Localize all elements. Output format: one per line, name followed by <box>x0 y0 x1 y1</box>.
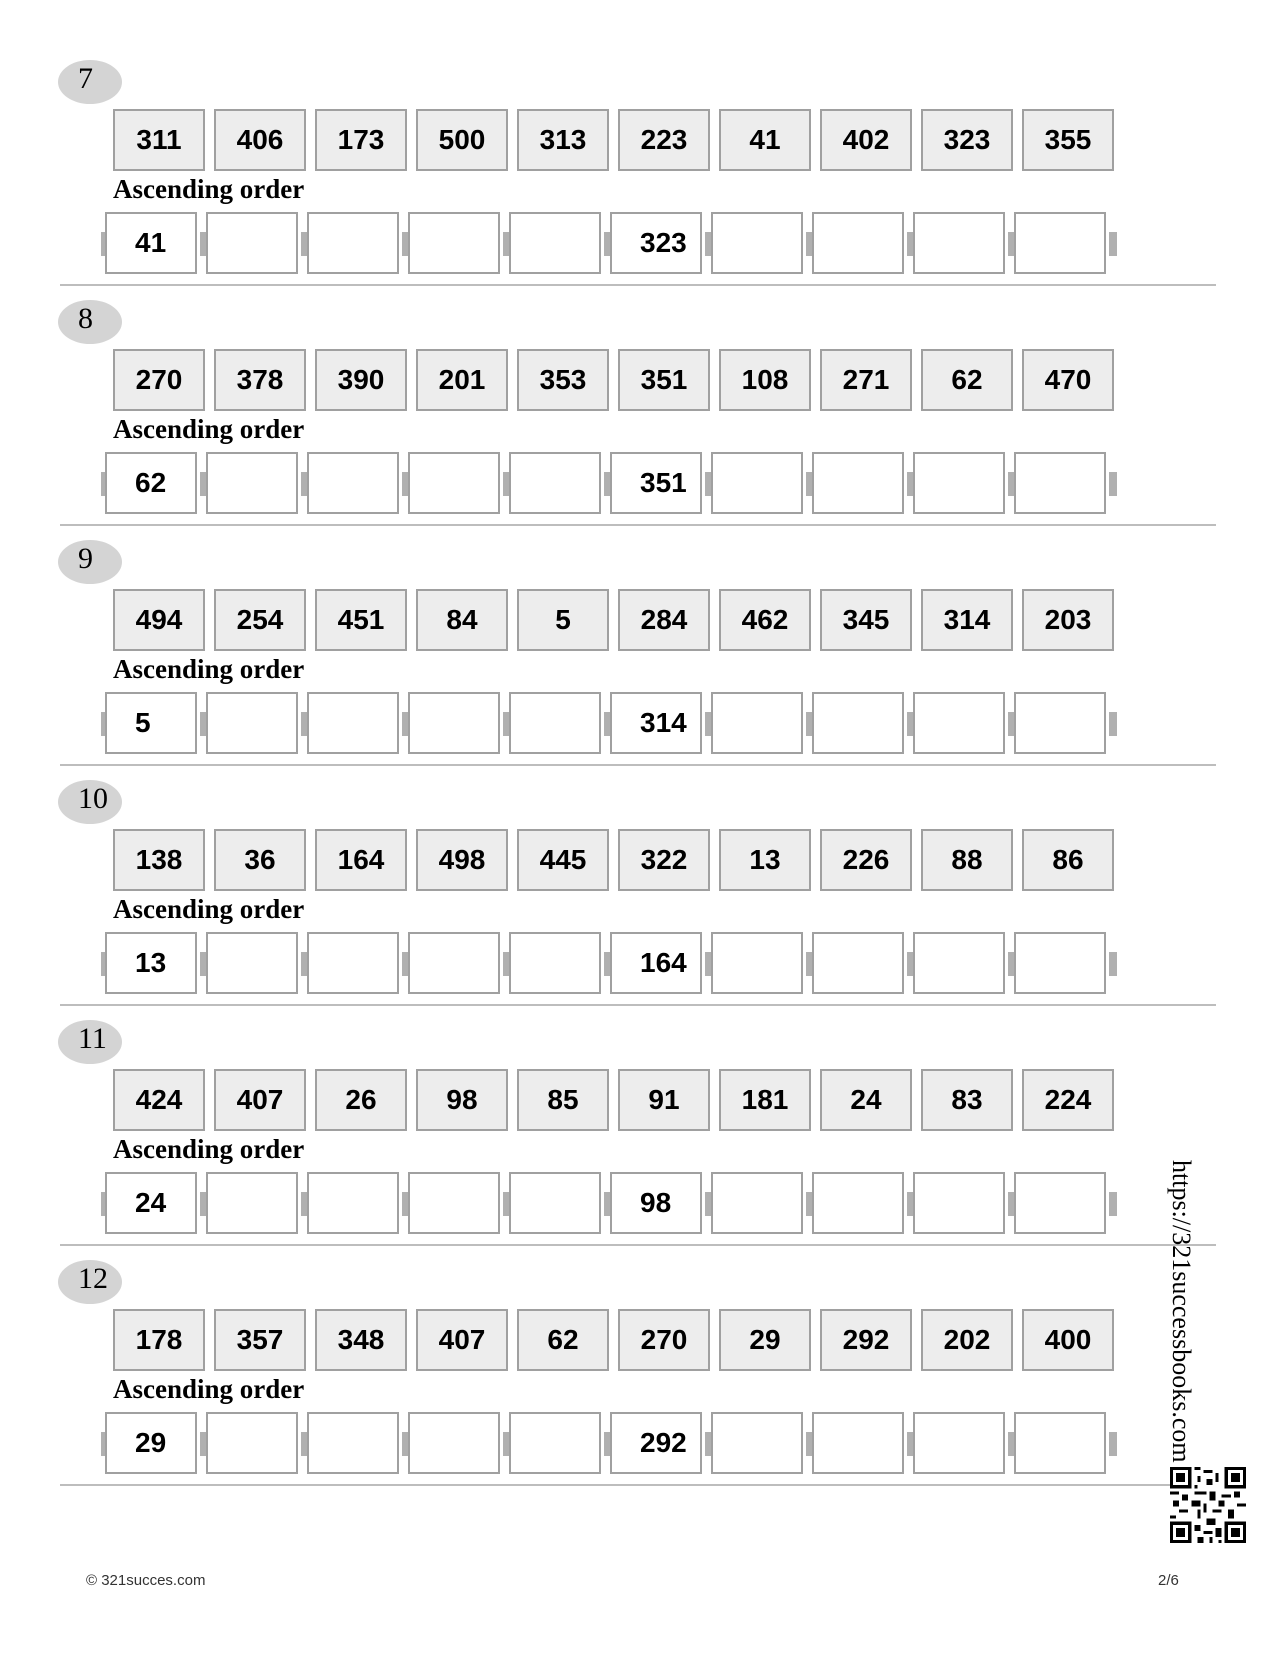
given-number-box: 178 <box>113 1309 205 1371</box>
ascending-order-label: Ascending order <box>113 1134 305 1164</box>
exercise-number: 10 <box>58 780 122 824</box>
answer-chain-row <box>105 932 1185 994</box>
answer-box[interactable]: 13 <box>105 932 197 994</box>
given-number-box: 470 <box>1022 349 1114 411</box>
section-divider <box>60 1484 1216 1486</box>
answer-box[interactable] <box>812 452 904 514</box>
given-number-box: 181 <box>719 1069 811 1131</box>
answer-box[interactable]: 98 <box>610 1172 702 1234</box>
given-number-box: 108 <box>719 349 811 411</box>
exercise-12 <box>0 1256 1284 1496</box>
answer-box[interactable] <box>711 212 803 274</box>
given-number-box: 402 <box>820 109 912 171</box>
given-numbers-row <box>113 829 1193 891</box>
given-number-box: 26 <box>315 1069 407 1131</box>
answer-box[interactable] <box>307 212 399 274</box>
answer-box[interactable] <box>307 932 399 994</box>
given-number-box: 351 <box>618 349 710 411</box>
answer-box[interactable] <box>812 1172 904 1234</box>
answer-chain-row <box>105 1172 1185 1234</box>
given-number-box: 355 <box>1022 109 1114 171</box>
answer-box[interactable] <box>206 1172 298 1234</box>
exercise-8 <box>0 296 1284 536</box>
answer-box[interactable] <box>307 692 399 754</box>
answer-box[interactable]: 314 <box>610 692 702 754</box>
given-number-box: 357 <box>214 1309 306 1371</box>
given-number-box: 500 <box>416 109 508 171</box>
given-numbers-row <box>113 589 1193 651</box>
given-number-box: 462 <box>719 589 811 651</box>
answer-chain-row <box>105 1412 1185 1474</box>
answer-box[interactable]: 323 <box>610 212 702 274</box>
exercise-7 <box>0 56 1284 296</box>
answer-box[interactable] <box>812 932 904 994</box>
answer-box[interactable] <box>408 692 500 754</box>
side-url[interactable]: https://321successbooks.com <box>1167 1160 1196 1463</box>
answer-box[interactable]: 292 <box>610 1412 702 1474</box>
given-number-box: 407 <box>214 1069 306 1131</box>
answer-box[interactable]: 24 <box>105 1172 197 1234</box>
given-number-box: 254 <box>214 589 306 651</box>
chain-connector <box>1109 1432 1117 1456</box>
given-number-box: 62 <box>517 1309 609 1371</box>
answer-box[interactable] <box>408 1412 500 1474</box>
answer-box[interactable] <box>711 692 803 754</box>
given-number-box: 270 <box>618 1309 710 1371</box>
answer-box[interactable] <box>509 1172 601 1234</box>
exercise-10 <box>0 776 1284 1016</box>
given-number-box: 98 <box>416 1069 508 1131</box>
given-number-box: 202 <box>921 1309 1013 1371</box>
answer-box[interactable] <box>206 212 298 274</box>
answer-box[interactable] <box>408 932 500 994</box>
chain-connector <box>1109 472 1117 496</box>
answer-box[interactable] <box>1014 1172 1106 1234</box>
answer-chain-row <box>105 212 1185 274</box>
exercise-number: 11 <box>58 1020 122 1064</box>
given-number-box: 311 <box>113 109 205 171</box>
chain-connector <box>1109 1192 1117 1216</box>
qr-code-icon <box>1170 1467 1246 1543</box>
given-number-box: 13 <box>719 829 811 891</box>
given-number-box: 498 <box>416 829 508 891</box>
section-divider <box>60 764 1216 766</box>
given-number-box: 36 <box>214 829 306 891</box>
answer-box[interactable] <box>812 1412 904 1474</box>
answer-box[interactable] <box>913 212 1005 274</box>
answer-chain-row <box>105 692 1185 754</box>
answer-box[interactable]: 351 <box>610 452 702 514</box>
given-number-box: 83 <box>921 1069 1013 1131</box>
exercise-number: 8 <box>58 300 122 344</box>
answer-box[interactable]: 5 <box>105 692 197 754</box>
given-number-box: 407 <box>416 1309 508 1371</box>
given-number-box: 270 <box>113 349 205 411</box>
answer-box[interactable] <box>913 1412 1005 1474</box>
given-number-box: 91 <box>618 1069 710 1131</box>
exercise-number: 7 <box>58 60 122 104</box>
given-number-box: 424 <box>113 1069 205 1131</box>
given-number-box: 292 <box>820 1309 912 1371</box>
answer-box[interactable] <box>509 452 601 514</box>
answer-box[interactable]: 29 <box>105 1412 197 1474</box>
answer-box[interactable]: 164 <box>610 932 702 994</box>
answer-box[interactable] <box>206 1412 298 1474</box>
given-number-box: 314 <box>921 589 1013 651</box>
chain-connector <box>1109 952 1117 976</box>
answer-box[interactable] <box>1014 212 1106 274</box>
answer-box[interactable] <box>408 452 500 514</box>
exercise-number: 12 <box>58 1260 122 1304</box>
answer-box[interactable] <box>1014 452 1106 514</box>
chain-connector <box>1109 232 1117 256</box>
answer-box[interactable] <box>913 1172 1005 1234</box>
given-number-box: 271 <box>820 349 912 411</box>
given-number-box: 84 <box>416 589 508 651</box>
answer-box[interactable] <box>206 932 298 994</box>
given-number-box: 88 <box>921 829 1013 891</box>
ascending-order-label: Ascending order <box>113 174 305 204</box>
answer-box[interactable] <box>913 932 1005 994</box>
answer-box[interactable] <box>812 212 904 274</box>
answer-box[interactable] <box>206 692 298 754</box>
given-numbers-row <box>113 349 1193 411</box>
given-number-box: 138 <box>113 829 205 891</box>
given-number-box: 400 <box>1022 1309 1114 1371</box>
answer-box[interactable] <box>1014 692 1106 754</box>
given-number-box: 313 <box>517 109 609 171</box>
given-number-box: 203 <box>1022 589 1114 651</box>
answer-box[interactable] <box>711 1412 803 1474</box>
exercise-11 <box>0 1016 1284 1256</box>
section-divider <box>60 1004 1216 1006</box>
given-number-box: 323 <box>921 109 1013 171</box>
given-number-box: 348 <box>315 1309 407 1371</box>
given-numbers-row <box>113 1069 1193 1131</box>
given-number-box: 445 <box>517 829 609 891</box>
answer-box[interactable] <box>812 692 904 754</box>
answer-box[interactable] <box>711 452 803 514</box>
given-number-box: 29 <box>719 1309 811 1371</box>
given-number-box: 41 <box>719 109 811 171</box>
given-number-box: 224 <box>1022 1069 1114 1131</box>
section-divider <box>60 284 1216 286</box>
given-number-box: 345 <box>820 589 912 651</box>
answer-box[interactable] <box>913 692 1005 754</box>
ascending-order-label: Ascending order <box>113 654 305 684</box>
footer-copyright: © 321succes.com <box>86 1572 206 1589</box>
answer-box[interactable] <box>509 1412 601 1474</box>
given-number-box: 390 <box>315 349 407 411</box>
given-number-box: 164 <box>315 829 407 891</box>
answer-box[interactable] <box>509 212 601 274</box>
answer-box[interactable] <box>711 932 803 994</box>
given-number-box: 86 <box>1022 829 1114 891</box>
answer-box[interactable] <box>307 452 399 514</box>
given-number-box: 62 <box>921 349 1013 411</box>
answer-box[interactable] <box>1014 932 1106 994</box>
answer-box[interactable] <box>509 932 601 994</box>
chain-connector <box>1109 712 1117 736</box>
answer-box[interactable] <box>307 1412 399 1474</box>
given-numbers-row <box>113 109 1193 171</box>
given-number-box: 24 <box>820 1069 912 1131</box>
answer-box[interactable] <box>206 452 298 514</box>
given-number-box: 451 <box>315 589 407 651</box>
given-number-box: 406 <box>214 109 306 171</box>
given-number-box: 226 <box>820 829 912 891</box>
answer-box[interactable] <box>408 1172 500 1234</box>
answer-box[interactable] <box>913 452 1005 514</box>
section-divider <box>60 1244 1216 1246</box>
given-number-box: 85 <box>517 1069 609 1131</box>
exercise-number: 9 <box>58 540 122 584</box>
answer-box[interactable] <box>509 692 601 754</box>
given-number-box: 201 <box>416 349 508 411</box>
answer-box[interactable] <box>307 1172 399 1234</box>
given-number-box: 494 <box>113 589 205 651</box>
given-number-box: 5 <box>517 589 609 651</box>
answer-chain-row <box>105 452 1185 514</box>
given-number-box: 322 <box>618 829 710 891</box>
given-number-box: 353 <box>517 349 609 411</box>
ascending-order-label: Ascending order <box>113 894 305 924</box>
footer-page-number: 2/6 <box>1158 1572 1179 1589</box>
answer-box[interactable]: 62 <box>105 452 197 514</box>
answer-box[interactable] <box>711 1172 803 1234</box>
ascending-order-label: Ascending order <box>113 414 305 444</box>
given-number-box: 223 <box>618 109 710 171</box>
answer-box[interactable] <box>408 212 500 274</box>
given-number-box: 284 <box>618 589 710 651</box>
exercise-9 <box>0 536 1284 776</box>
given-number-box: 378 <box>214 349 306 411</box>
given-number-box: 173 <box>315 109 407 171</box>
given-numbers-row <box>113 1309 1193 1371</box>
section-divider <box>60 524 1216 526</box>
answer-box[interactable] <box>1014 1412 1106 1474</box>
answer-box[interactable]: 41 <box>105 212 197 274</box>
ascending-order-label: Ascending order <box>113 1374 305 1404</box>
